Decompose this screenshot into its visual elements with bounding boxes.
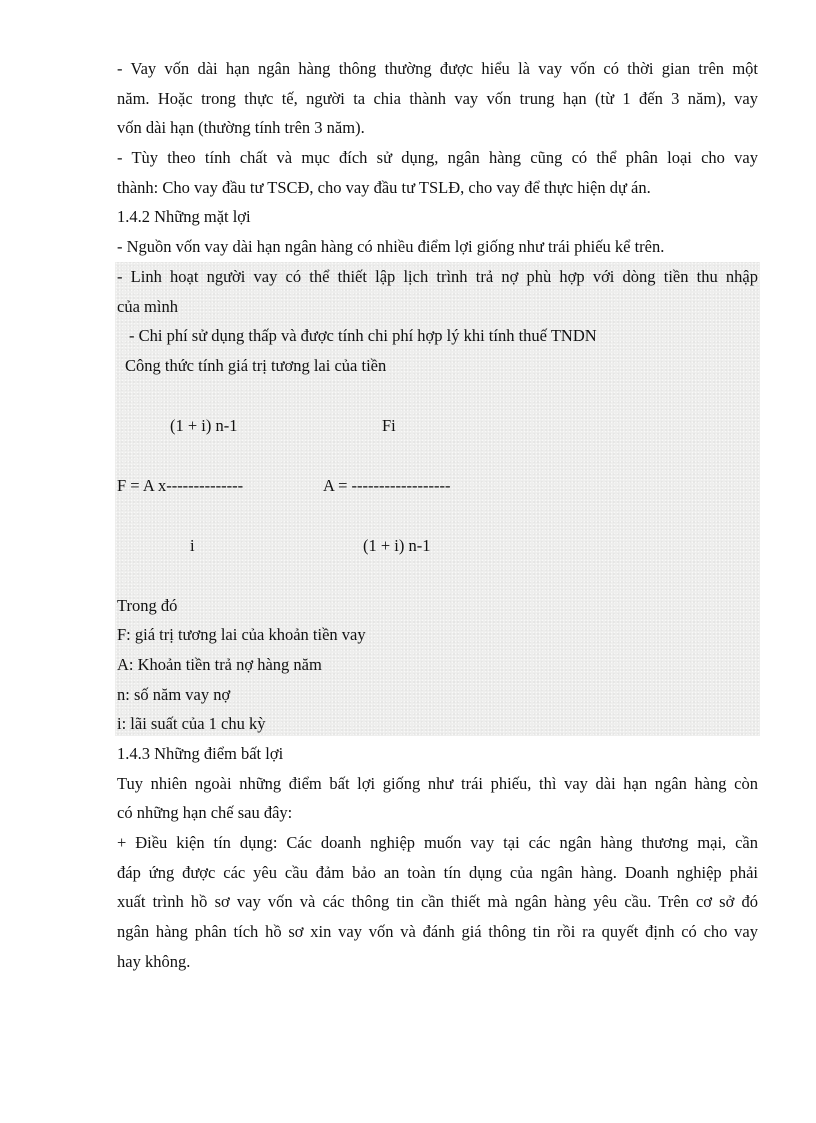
formula-numerator-right: Fi: [382, 415, 396, 435]
formula-future-value: F = A x--------------: [117, 475, 244, 495]
paragraph-line: - Tùy theo tính chất và mục đích sử dụng, ngân hàng cũng có thể phân loại cho vay: [117, 148, 758, 168]
section-heading-1-4-3: 1.4.3 Những điểm bất lợi: [117, 744, 284, 763]
paragraph-line: - Nguồn vốn vay dài hạn ngân hàng có nhiều điểm lợi giống như trái phiếu kể trên.: [117, 237, 665, 257]
paragraph-line: vốn dài hạn (thường tính trên 3 năm).: [117, 118, 365, 138]
paragraph-line: - Vay vốn dài hạn ngân hàng thông thường được hiểu là vay vốn có thời gian trên một: [117, 59, 758, 78]
paragraph-line: của mình: [117, 296, 178, 316]
paragraph-line: - Chi phí sử dụng thấp và được tính chi phí hợp lý khi tính thuế TNDN: [129, 326, 597, 346]
paragraph-line: có những hạn chế sau đây:: [117, 803, 293, 823]
paragraph-line: ngân hàng phân tích hồ sơ xin vay vốn và đánh giá thông tin rồi ra quyết định có cho vay: [117, 922, 758, 942]
formula-denominator-left: i: [190, 535, 195, 555]
formula-denominator-row: [117, 531, 758, 561]
paragraph-line: hay không.: [117, 951, 191, 971]
legend-item: n: số năm vay nợ: [117, 684, 231, 704]
formula-equation-row: [117, 471, 758, 501]
document-page: [117, 54, 758, 977]
formula-numerator-row: [117, 411, 758, 441]
paragraph-line: đáp ứng được các yêu cầu đảm bảo an toàn tín dụng của ngân hàng. Doanh nghiệp phải: [117, 862, 758, 882]
paragraph-line: thành: Cho vay đầu tư TSCĐ, cho vay đầu tư TSLĐ, cho vay để thực hiện dự án.: [117, 177, 651, 197]
paragraph-line: - Linh hoạt người vay có thể thiết lập lịch trình trả nợ phù hợp với dòng tiền thu nhập: [117, 266, 758, 286]
formula-annuity: A = ------------------: [323, 475, 451, 495]
legend-title: Trong đó: [117, 595, 178, 615]
legend-item: F: giá trị tương lai của khoản tiền vay: [117, 625, 366, 645]
legend-item: A: Khoản tiền trả nợ hàng năm: [117, 654, 322, 674]
paragraph-line: Tuy nhiên ngoài những điểm bất lợi giống như trái phiếu, thì vay dài hạn ngân hàng còn: [117, 773, 758, 793]
formula-numerator-left: (1 + i) n-1: [170, 415, 238, 435]
paragraph-line: năm. Hoặc trong thực tế, người ta chia thành vay vốn trung hạn (từ 1 đến 3 năm), vay: [117, 88, 758, 108]
formula-denominator-right: (1 + i) n-1: [363, 535, 431, 555]
paragraph-line: + Điều kiện tín dụng: Các doanh nghiệp muốn vay tại các ngân hàng thương mại, cần: [117, 833, 758, 853]
legend-item: i: lãi suất của 1 chu kỳ: [117, 714, 266, 734]
formula-caption: Công thức tính giá trị tương lai của tiền: [125, 355, 387, 375]
section-heading-1-4-2: 1.4.2 Những mặt lợi: [117, 207, 251, 227]
paragraph-line: xuất trình hồ sơ vay vốn và các thông tin cần thiết mà ngân hàng yêu cầu. Trên cơ sở đó: [117, 892, 758, 912]
